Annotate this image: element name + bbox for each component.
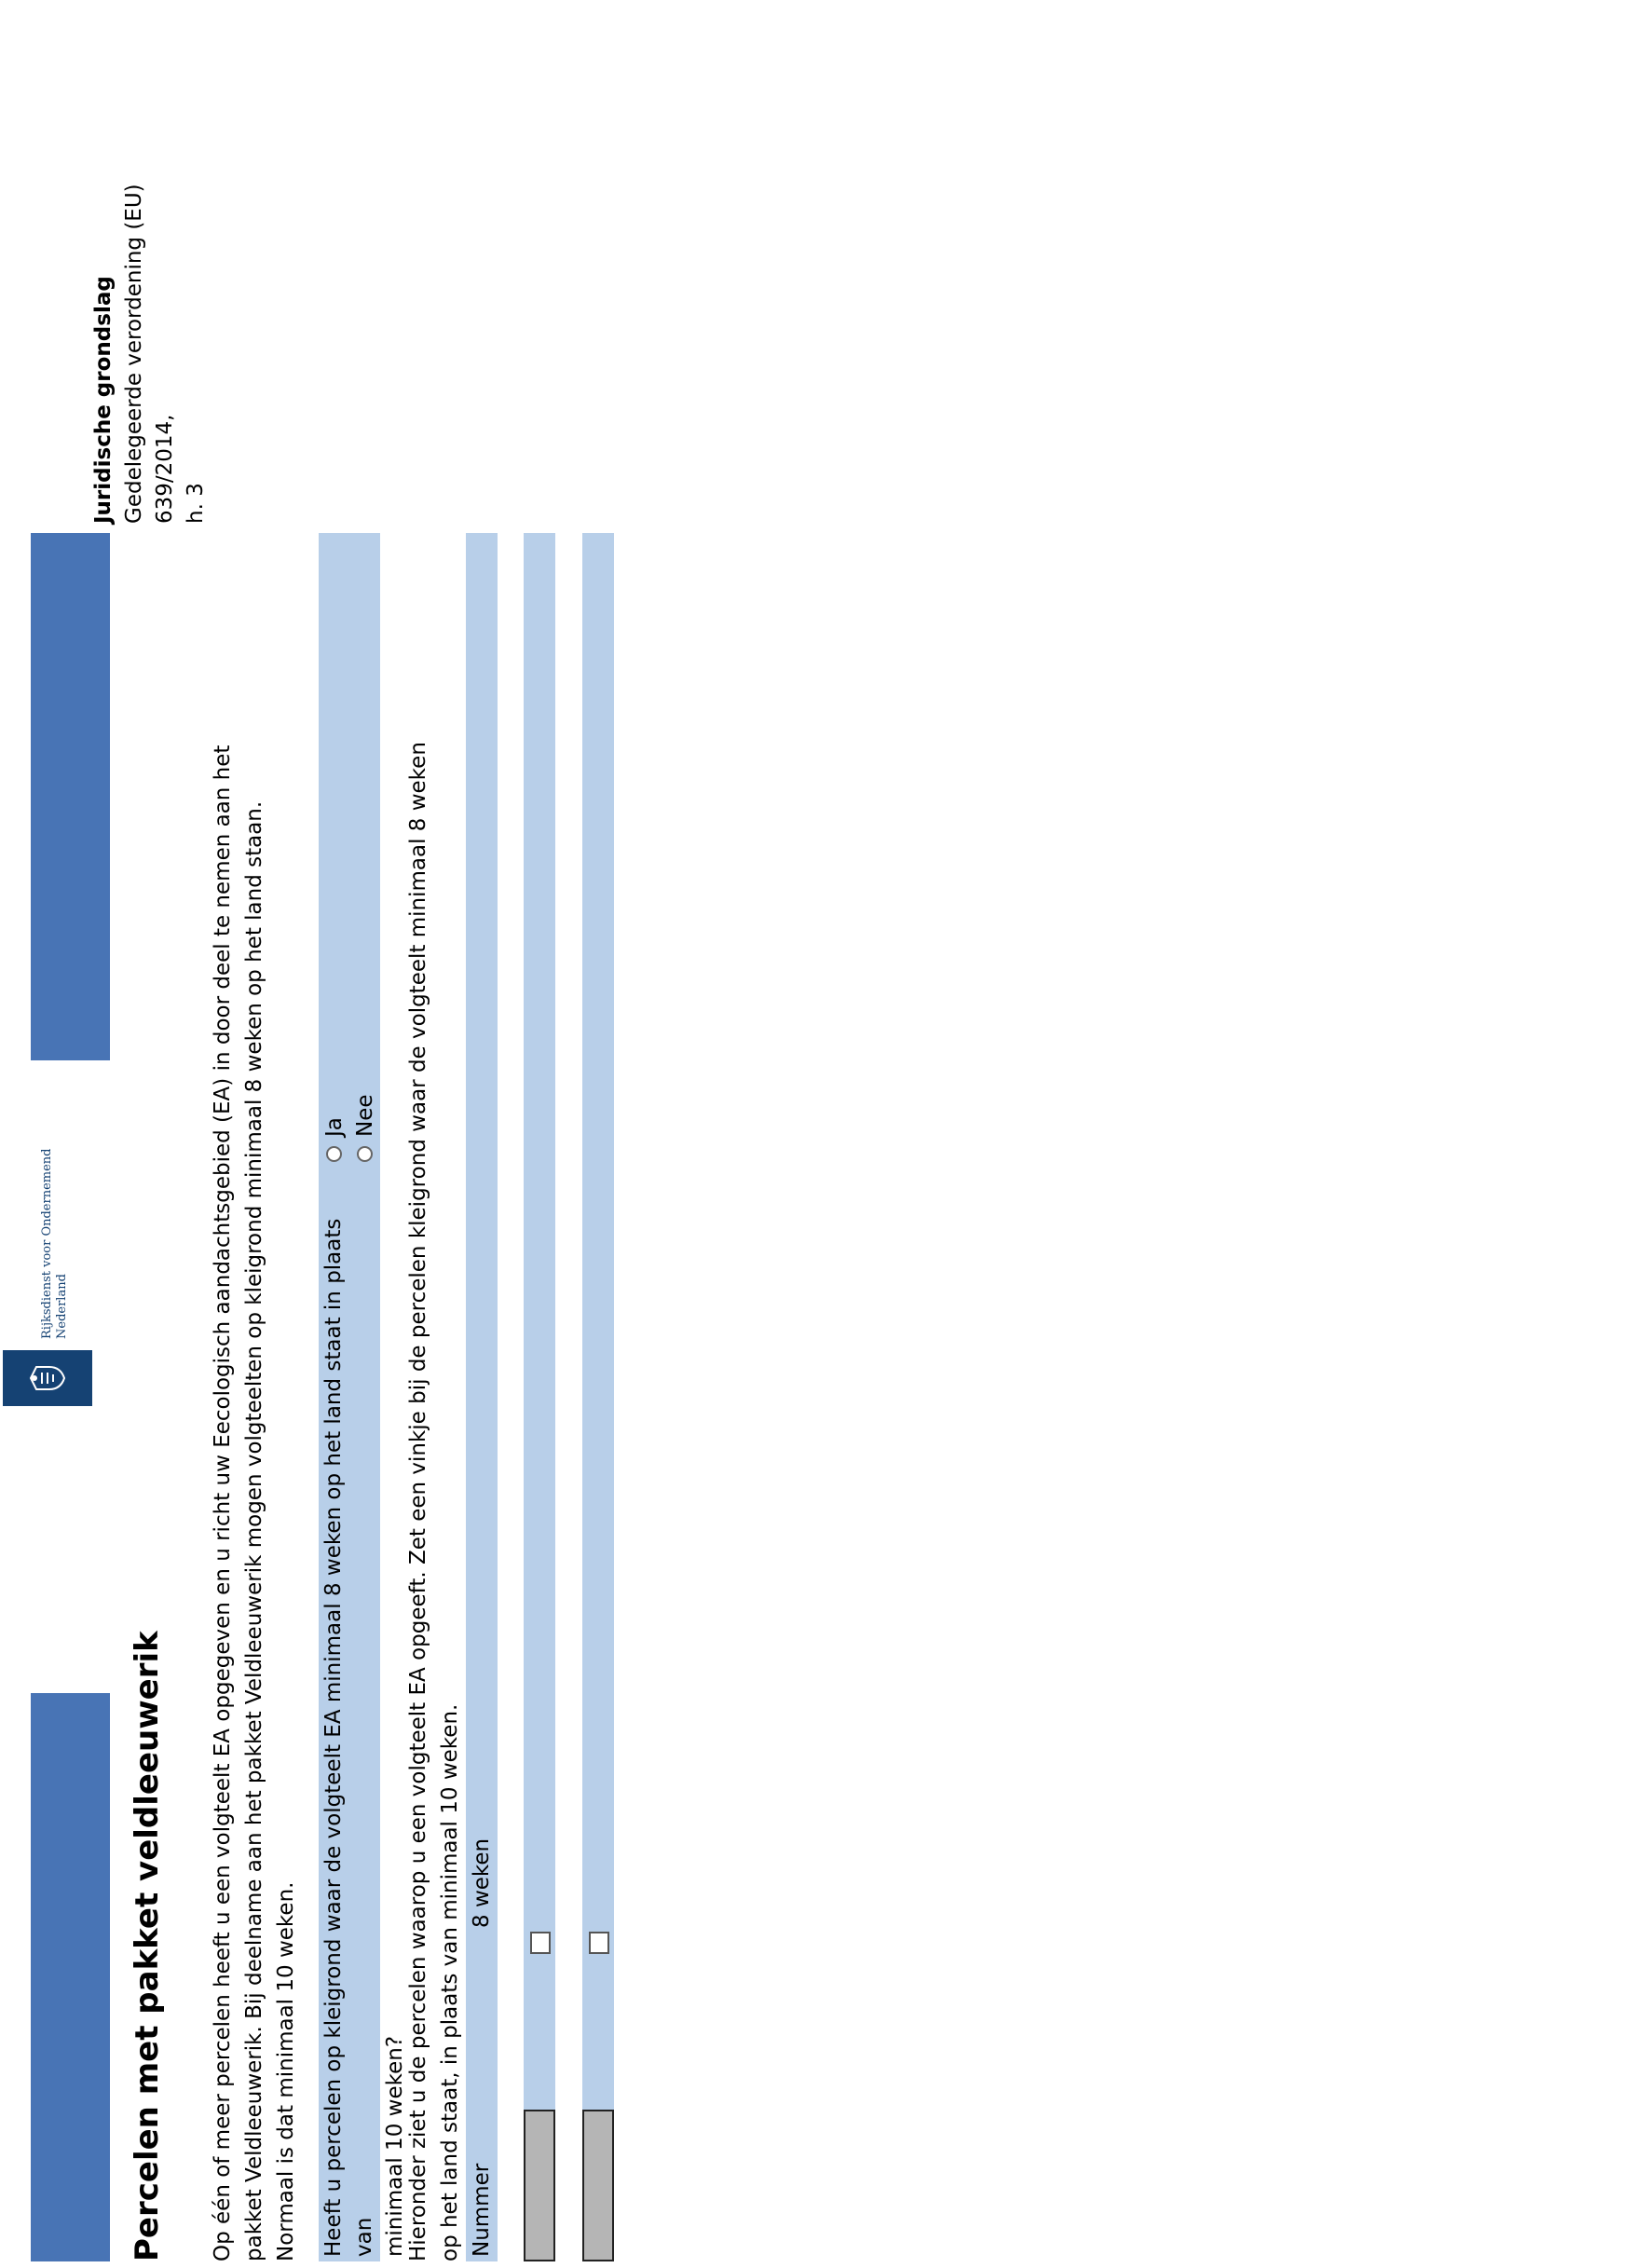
header-band-right [31, 533, 110, 1060]
perceel-number-cell [524, 2110, 555, 2261]
logo-wordmark [40, 1149, 70, 1339]
legal-line: h. 3 [184, 483, 208, 524]
radio-ja[interactable] [326, 1146, 342, 1162]
table-row [582, 533, 614, 2261]
rvo-logo [3, 1148, 96, 1406]
column-header-8-weken: 8 weken [470, 1838, 494, 1928]
eight-weeks-checkbox[interactable] [589, 1932, 609, 1954]
instruction-line: op het land staat, in plaats van minimaal 10 weken. [438, 1703, 462, 2261]
instruction-text [403, 528, 466, 2261]
logo-line-2: Nederland [55, 1274, 69, 1339]
answer-nee-label: Nee [352, 1094, 377, 1137]
answer-ja[interactable] [319, 1094, 349, 1162]
table-header [466, 533, 498, 2261]
intro-line: pakket Veldleeuwerik. Bij deelname aan het pakket Veldleeuwerik mogen volgteelten op kleigrond minimaal 8 weken op het land staan. [242, 800, 266, 2261]
intro-line: Op één of meer percelen heeft u een volgteelt EA opgegeven en u richt uw Eecologisch aandachtsgebied (EA) in door deel te nemen aan het [211, 745, 235, 2261]
eight-weeks-checkbox[interactable] [530, 1932, 551, 1954]
coat-of-arms-icon [3, 1350, 92, 1406]
page-title: Percelen met pakket veldleeuwerik [129, 1631, 166, 2261]
answer-options [319, 1094, 380, 1162]
question-line: Heeft u percelen op kleigrond waar de volgteelt EA minimaal 8 weken op het land staat in plaats van [321, 1218, 376, 2257]
question-row [319, 533, 407, 2261]
legal-line: Gedelegeerde verordening (EU) 639/2014, [122, 184, 177, 524]
legal-basis [89, 86, 211, 524]
answer-nee[interactable] [349, 1094, 380, 1162]
intro-line: Normaal is dat minimaal 10 weken. [274, 1881, 298, 2261]
column-header-nummer: Nummer [470, 2163, 494, 2257]
table-row [524, 533, 555, 2261]
radio-nee[interactable] [357, 1146, 373, 1162]
question-line: minimaal 10 weken? [383, 2035, 407, 2257]
header-band-left [31, 1693, 110, 2261]
perceel-number-cell [582, 2110, 614, 2261]
intro-text [207, 528, 302, 2261]
question-text [319, 1185, 411, 2257]
legal-heading: Juridische grondslag [91, 276, 116, 524]
answer-ja-label: Ja [321, 1117, 347, 1137]
instruction-line: Hieronder ziet u de percelen waarop u een volgteelt EA opgeeft. Zet een vinkje bij de percelen kleigrond waar de volgteelt minimaal 8 weken [406, 742, 430, 2261]
logo-line-1: Rijksdienst voor Ondernemend [40, 1148, 54, 1339]
